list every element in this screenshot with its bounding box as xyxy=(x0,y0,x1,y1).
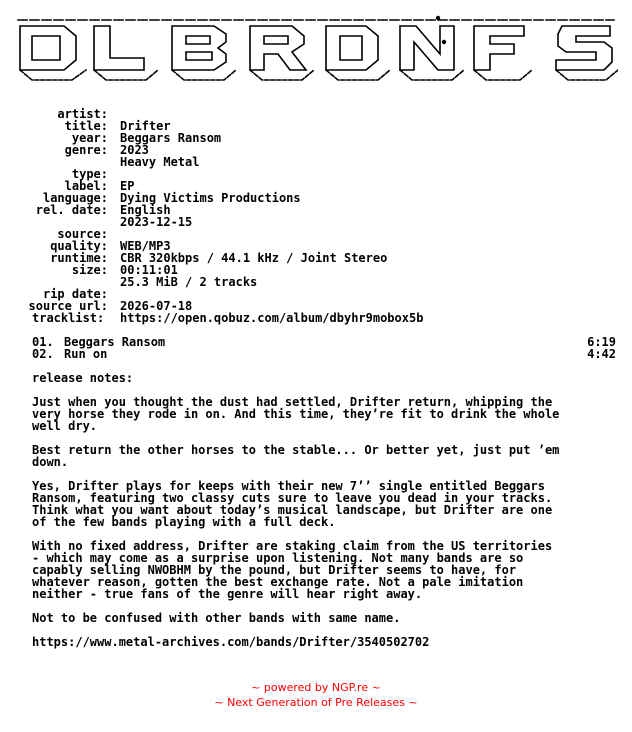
notes-paragraph: Yes, Drifter plays for keeps with their new 7’’ single entitled Beggars Ransom, featuring two classy cuts sure to leave you dead in your tracks. Think what you want about today’s musical landscape, but Drifter are one of the few bands playing with a full deck. xyxy=(32,479,553,529)
metal-archives-link[interactable]: https://www.metal-archives.com/bands/Drifter/3540502702 xyxy=(32,635,430,649)
size-value: 25.3 MiB / 2 tracks xyxy=(120,275,258,289)
ascii-logo xyxy=(14,12,618,90)
notes-paragraph: Not to be confused with other bands with same name. xyxy=(32,611,401,625)
release-notes-heading: release notes: xyxy=(32,371,134,385)
runtime-label: runtime: xyxy=(50,251,108,265)
genre-label: genre: xyxy=(64,143,108,157)
tracklist-heading: tracklist: xyxy=(32,311,105,325)
track-number: 02. xyxy=(32,347,54,361)
size-label: size: xyxy=(71,263,108,277)
track-duration: 4:42 xyxy=(587,347,616,361)
notes-paragraph: With no fixed address, Drifter are staking claim from the US territories - which may come as a surprise upon listening. Not many bands are so capably selling NWOBHM by the pound, but Drifter seems to have, for whatever reason, gotten the best exchange rate. Not a pale imitation neither - true fans of the genre will hear right away. xyxy=(32,539,553,601)
rel-date-value: 2023-12-15 xyxy=(120,215,193,229)
rel-date-label: rel. date: xyxy=(35,203,108,217)
source-url-value[interactable]: https://open.qobuz.com/album/dbyhr9mobox5b xyxy=(120,311,424,325)
year-value: 2023 xyxy=(120,143,149,157)
quality-value: CBR 320kbps / 44.1 kHz / Joint Stereo xyxy=(120,251,388,265)
footer-powered-by[interactable]: ~ powered by NGP.re ~ xyxy=(251,681,381,694)
rip-date-value: 2026-07-18 xyxy=(120,299,193,313)
notes-paragraph: Just when you thought the dust had settled, Drifter return, whipping the very horse they rode in on. And this time, they’re fit to drink the whole well dry. xyxy=(32,395,560,433)
type-value: EP xyxy=(120,179,135,193)
source-label: source: xyxy=(57,227,108,241)
source-value: WEB/MP3 xyxy=(120,239,171,253)
label-label: label: xyxy=(64,179,108,193)
title-label: title: xyxy=(64,119,108,133)
artist-label: artist: xyxy=(57,107,108,121)
source-url-label: source url: xyxy=(28,299,108,313)
title-value: Beggars Ransom xyxy=(120,131,222,145)
track-row xyxy=(32,348,616,360)
language-label: language: xyxy=(42,191,108,205)
type-label: type: xyxy=(71,167,108,181)
year-label: year: xyxy=(71,131,108,145)
quality-label: quality: xyxy=(50,239,108,253)
language-value: English xyxy=(120,203,171,217)
footer-tagline: ~ Next Generation of Pre Releases ~ xyxy=(214,696,418,709)
rip-date-label: rip date: xyxy=(42,287,108,301)
runtime-value: 00:11:01 xyxy=(120,263,178,277)
track-number: 01. xyxy=(32,335,54,349)
label-value: Dying Victims Productions xyxy=(120,191,301,205)
track-row xyxy=(32,336,616,348)
notes-paragraph: Best return the other horses to the stable... Or better yet, just put ’em down. xyxy=(32,443,560,469)
track-title: Run on xyxy=(64,347,108,361)
track-duration: 6:19 xyxy=(587,335,616,349)
track-title: Beggars Ransom xyxy=(64,335,166,349)
genre-value: Heavy Metal xyxy=(120,155,200,169)
artist-value: Drifter xyxy=(120,119,171,133)
